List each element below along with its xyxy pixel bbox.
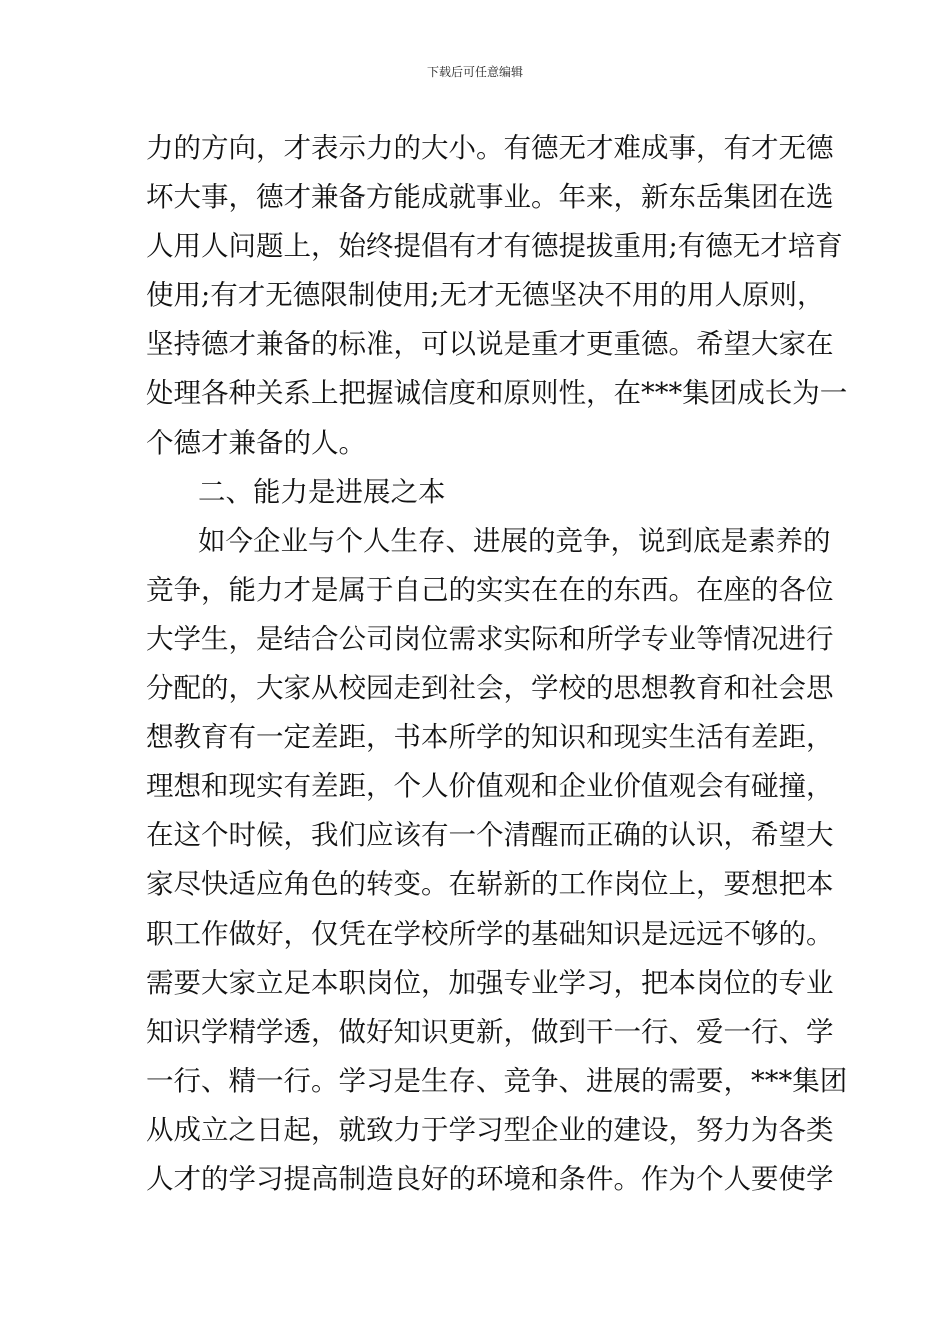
text-line: 理想和现实有差距，个人价值观和企业价值观会有碰撞， <box>146 770 834 803</box>
document-body <box>146 124 848 1204</box>
text-line: 分配的，大家从校园走到社会，学校的思想教育和社会思 <box>146 672 834 705</box>
text-line: 从成立之日起，就致力于学习型企业的建设，努力为各类 <box>146 1113 834 1146</box>
text-line: 需要大家立足本职岗位，加强专业学习，把本岗位的专业 <box>146 966 834 999</box>
text-line: 处理各种关系上把握诚信度和原则性，在***集团成长为一 <box>146 377 848 410</box>
text-line: 人才的学习提高制造良好的环境和条件。作为个人要使学 <box>146 1162 834 1195</box>
text-line: 想教育有一定差距，书本所学的知识和现实生活有差距， <box>146 721 834 754</box>
text-line: 坏大事，德才兼备方能成就事业。年来，新东岳集团在选 <box>146 181 834 214</box>
text-line: 一行、精一行。学习是生存、竞争、进展的需要，***集团 <box>146 1064 848 1097</box>
text-line: 力的方向，才表示力的大小。有德无才难成事，有才无德 <box>146 132 834 164</box>
text-line: 竞争，能力才是属于自己的实实在在的东西。在座的各位 <box>146 573 834 606</box>
text-line: 个德才兼备的人。 <box>146 426 366 459</box>
page-header-note: 下载后可任意编辑 <box>426 65 523 79</box>
text-line: 职工作做好，仅凭在学校所学的基础知识是远远不够的。 <box>146 917 834 950</box>
text-line: 在这个时候，我们应该有一个清醒而正确的认识，希望大 <box>146 819 834 852</box>
text-line: 坚持德才兼备的标准，可以说是重才更重德。希望大家在 <box>146 328 834 361</box>
text-line: 家尽快适应角色的转变。在崭新的工作岗位上，要想把本 <box>146 868 834 901</box>
section-heading: 二、能力是进展之本 <box>198 475 446 508</box>
text-line: 知识学精学透，做好知识更新，做到干一行、爱一行、学 <box>146 1015 834 1048</box>
text-line: 人用人问题上，始终提倡有才有德提拔重用;有德无才培育 <box>146 230 843 263</box>
paragraph-first-line: 如今企业与个人生存、进展的竞争，说到底是素养的 <box>198 524 831 557</box>
text-line: 大学生，是结合公司岗位需求实际和所学专业等情况进行 <box>146 622 834 655</box>
text-line: 使用;有才无德限制使用;无才无德坚决不用的用人原则， <box>146 279 825 312</box>
